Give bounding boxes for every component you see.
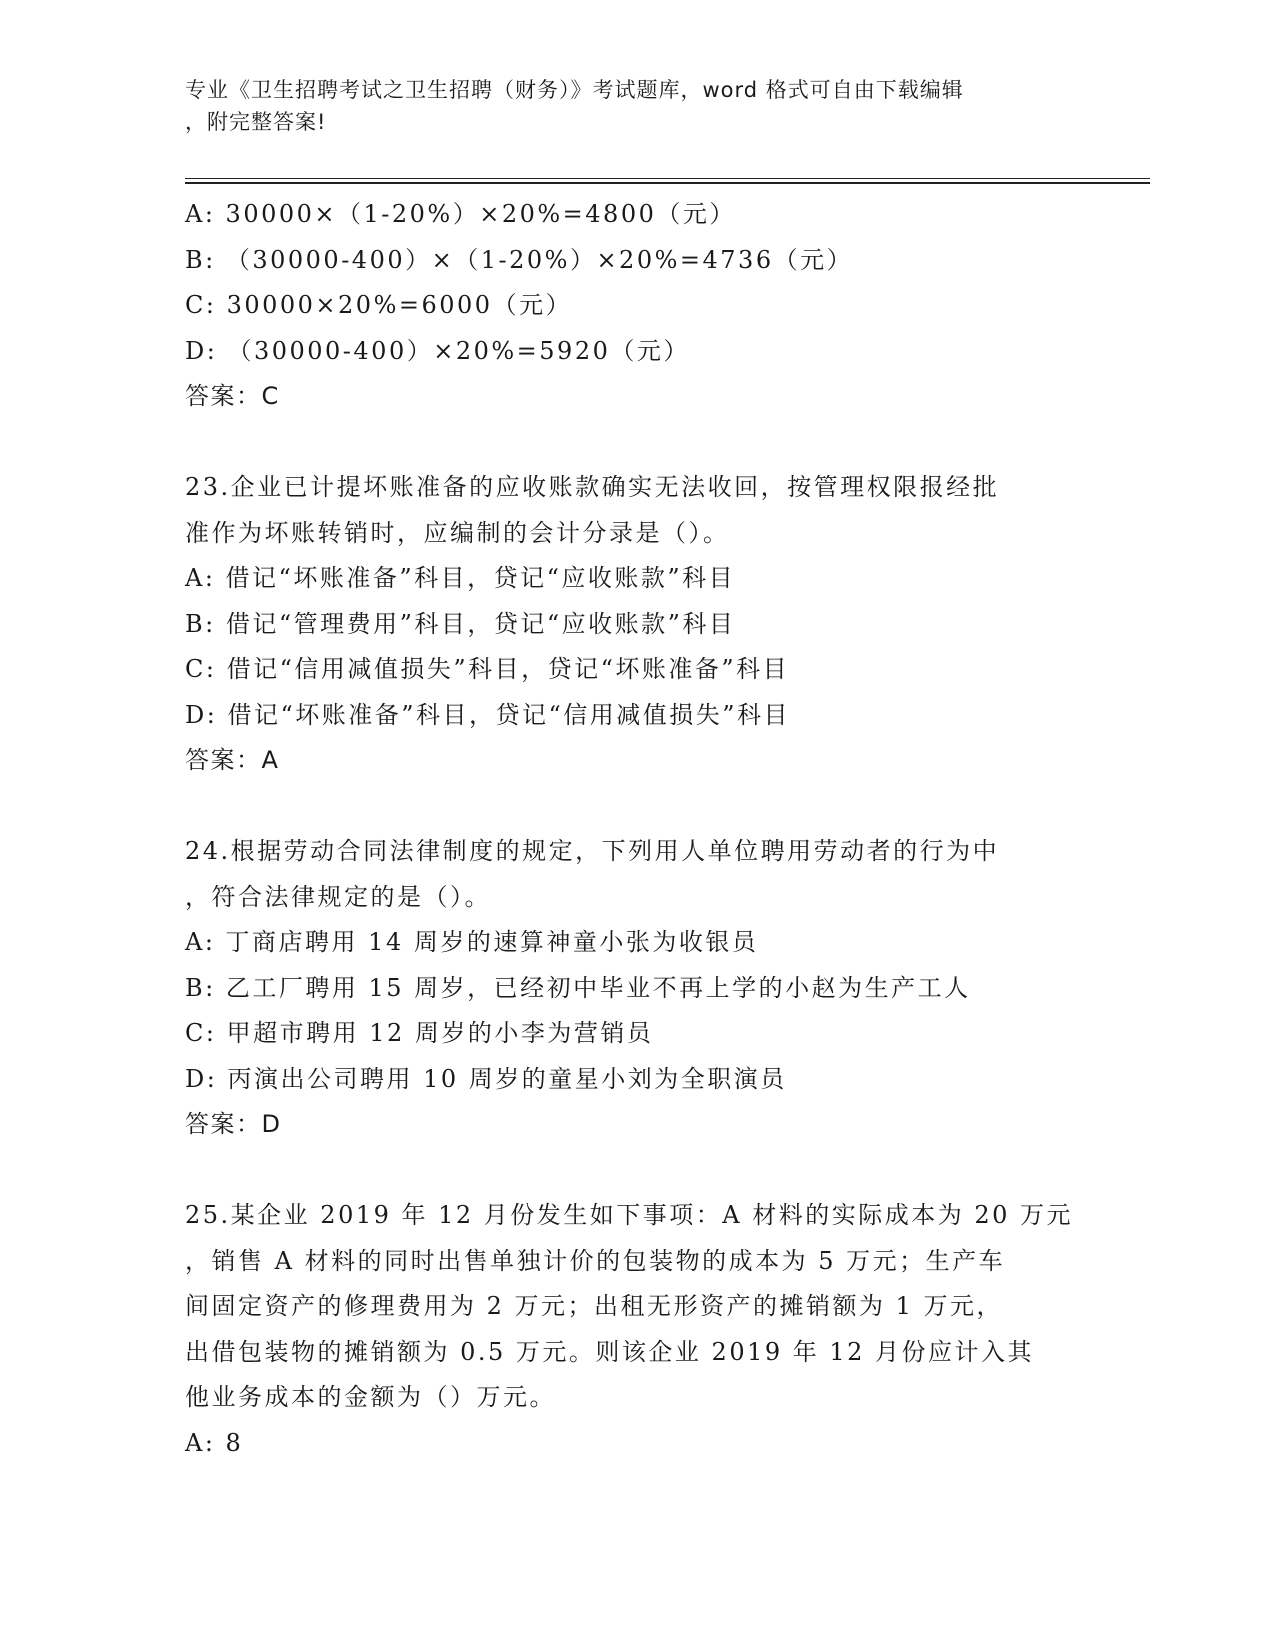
option-c: C: 30000×20%=6000（元）	[185, 291, 573, 319]
option-d: D: （30000-400）×20%=5920（元）	[185, 336, 690, 365]
question-stem-line: ，符合法律规定的是（）。	[185, 882, 491, 911]
option-a: A: 8	[185, 1428, 244, 1457]
option-c: C: 甲超市聘用 12 周岁的小李为营销员	[185, 1019, 654, 1047]
header-divider-thin	[185, 178, 1150, 179]
header-divider-thick	[185, 182, 1150, 184]
spacer	[185, 420, 1085, 466]
option-a: A: 丁商店聘用 14 周岁的速算神童小张为收银员	[185, 928, 759, 956]
answer: 答案：C	[185, 382, 280, 410]
question-stem-line: 25.某企业 2019 年 12 月份发生如下事项：A 材料的实际成本为 20 万元	[185, 1201, 1074, 1229]
question-stem-line: 24.根据劳动合同法律制度的规定，下列用人单位聘用劳动者的行为中	[185, 837, 1000, 865]
option-d: D: 丙演出公司聘用 10 周岁的童星小刘为全职演员	[185, 1064, 787, 1093]
question-24	[185, 829, 1085, 1148]
question-stem-line: 间固定资产的修理费用为 2 万元；出租无形资产的摊销额为 1 万元，	[185, 1292, 1004, 1320]
option-b: B: （30000-400）×（1-20%）×20%=4736（元）	[185, 245, 854, 274]
question-stem-line: 他业务成本的金额为（）万元。	[185, 1383, 556, 1411]
document-body	[185, 192, 1085, 1466]
question-22	[185, 192, 1085, 420]
question-25	[185, 1193, 1085, 1466]
header-line-2: ，附完整答案!	[185, 110, 327, 134]
spacer	[185, 784, 1085, 830]
option-d: D: 借记“坏账准备”科目，贷记“信用减值损失”科目	[185, 700, 791, 729]
option-b: B: 乙工厂聘用 15 周岁，已经初中毕业不再上学的小赵为生产工人	[185, 973, 971, 1002]
header-line-1: 专业《卫生招聘考试之卫生招聘（财务）》考试题库，word 格式可自由下载编辑	[185, 78, 964, 102]
option-c: C: 借记“信用减值损失”科目，贷记“坏账准备”科目	[185, 655, 790, 683]
spacer	[185, 1148, 1085, 1194]
question-stem-line: 23.企业已计提坏账准备的应收账款确实无法收回，按管理权限报经批	[185, 473, 1000, 501]
question-stem-line: ，销售 A 材料的同时出售单独计价的包装物的成本为 5 万元；生产车	[185, 1246, 1006, 1275]
question-23	[185, 465, 1085, 784]
option-b: B: 借记“管理费用”科目，贷记“应收账款”科目	[185, 609, 736, 638]
question-stem-line: 准作为坏账转销时，应编制的会计分录是（）。	[185, 518, 730, 547]
document-header	[185, 74, 1085, 138]
answer: 答案：A	[185, 746, 280, 774]
option-a: A: 30000×（1-20%）×20%=4800（元）	[185, 200, 736, 228]
question-stem-line: 出借包装物的摊销额为 0.5 万元。则该企业 2019 年 12 月份应计入其	[185, 1337, 1035, 1366]
answer: 答案：D	[185, 1110, 282, 1138]
option-a: A: 借记“坏账准备”科目，贷记“应收账款”科目	[185, 564, 736, 592]
